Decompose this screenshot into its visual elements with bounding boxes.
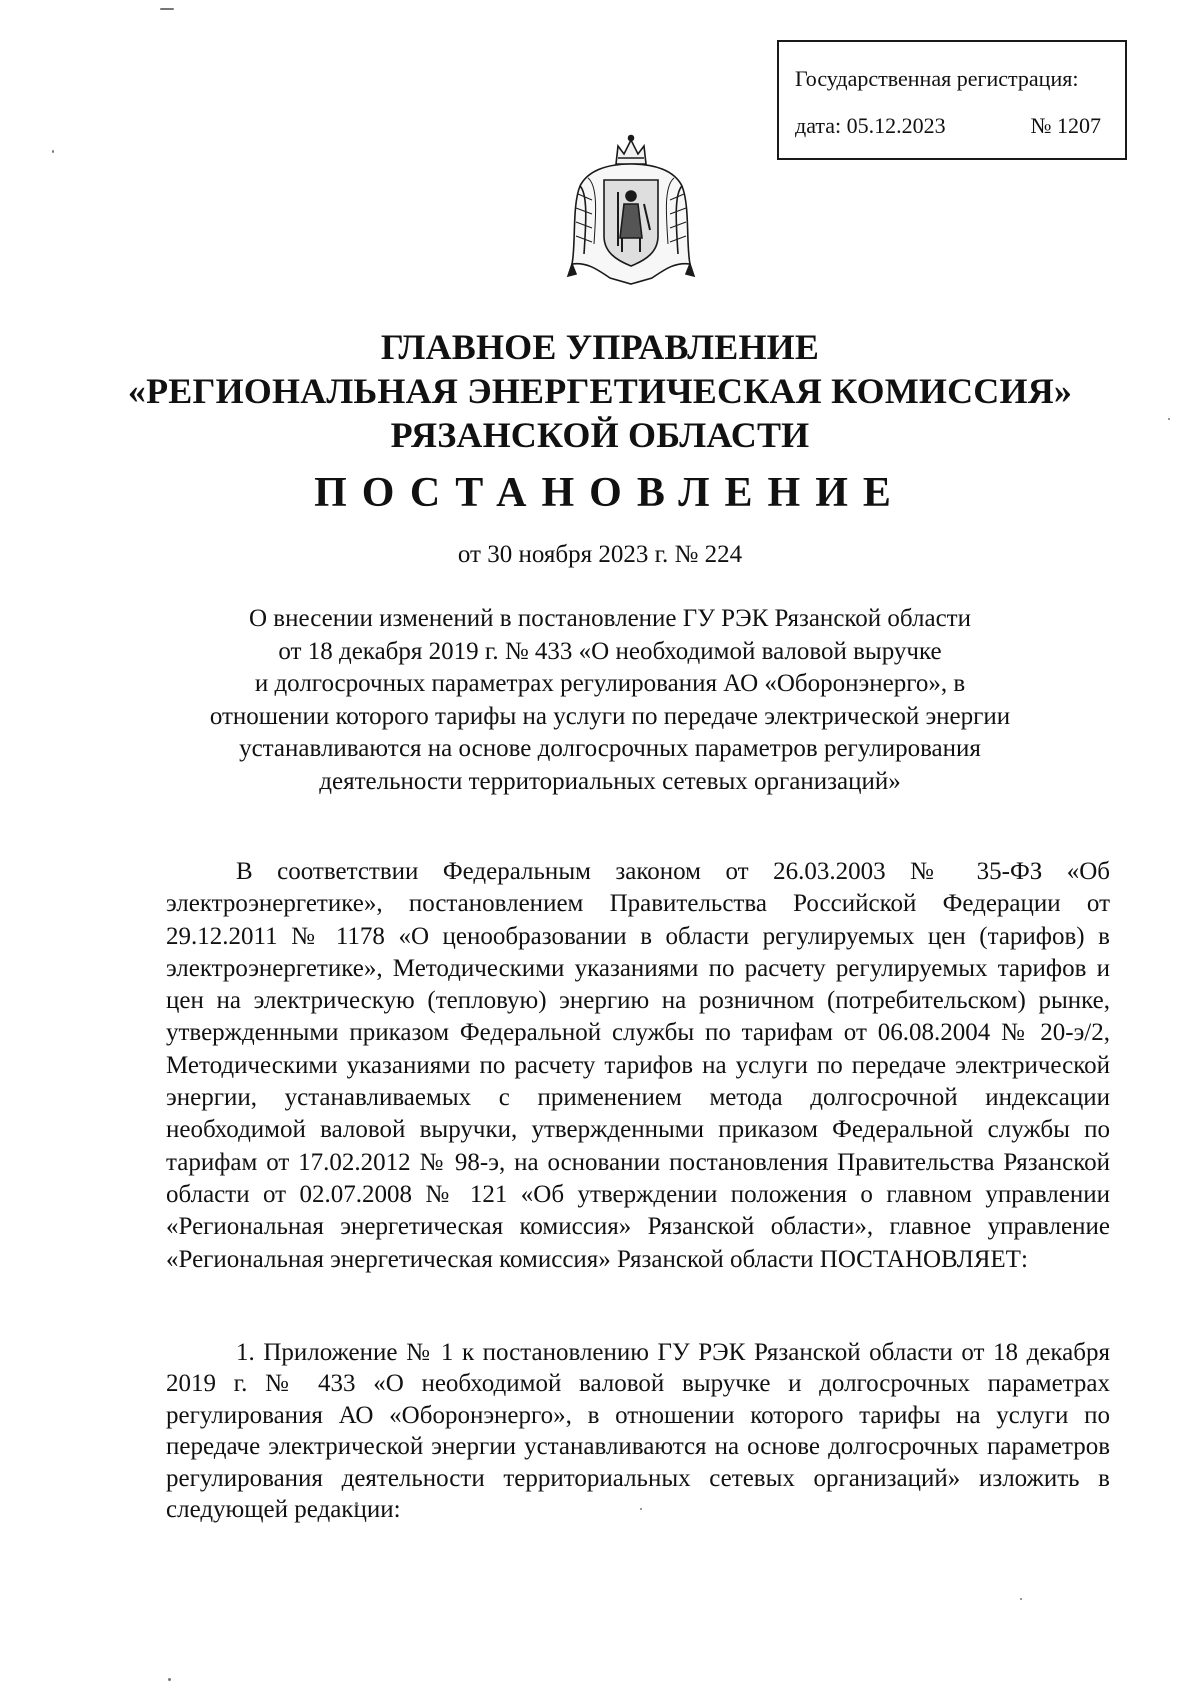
item-1-paragraph: 1. Приложение № 1 к постановлению ГУ РЭК Рязанской области от 18 декабря 2019 г. № 433 «О необходимой валовой выручке и долгосрочных параметрах регулирования АО «Оборонэнерго», в отношении которого тарифы на услуги по передаче электрической энергии устанавливаются на основе долгосрочных параметров регулирования деятельности территориальных сетевых организаций» изложить в следующей редакции:: [166, 1339, 1110, 1524]
ryazan-coat-of-arms-icon: [558, 134, 704, 290]
registration-stamp: [777, 40, 1127, 160]
subject-line: устанавливаются на основе долгосрочных параметров регулирования: [239, 735, 981, 762]
document-subject: [150, 603, 1070, 798]
document-date-number: от 30 ноября 2023 г. № 224: [457, 541, 743, 568]
agency-name-line: «РЕГИОНАЛЬНАЯ ЭНЕРГЕТИЧЕСКАЯ КОМИССИЯ»: [127, 371, 1073, 411]
scan-speck: [168, 1678, 171, 1681]
scan-speck: [52, 150, 54, 153]
scan-speck: [160, 8, 174, 10]
agency-name-line: РЯЗАНСКОЙ ОБЛАСТИ: [390, 415, 810, 455]
registration-number: № 1207: [1030, 113, 1101, 138]
subject-line: и долгосрочных параметрах регулирования АО «Оборонэнерго», в: [254, 670, 966, 697]
document-type-heading: ПОСТАНОВЛЕНИЕ: [314, 470, 906, 516]
subject-line: отношении которого тарифы на услуги по передаче электрической энергии: [209, 702, 1011, 730]
subject-line: О внесении изменений в постановление ГУ РЭК Рязанской области: [249, 605, 971, 632]
agency-name: [0, 325, 1200, 457]
registration-date: дата: 05.12.2023: [795, 113, 946, 138]
agency-name-line: ГЛАВНОЕ УПРАВЛЕНИЕ: [380, 327, 820, 367]
registration-title: Государственная регистрация:: [795, 66, 1079, 91]
scan-speck: [1020, 1598, 1022, 1600]
preamble-paragraph: В соответствии Федеральным законом от 26.03.2003 № 35-ФЗ «Об электроэнергетике», постановлением Правительства Российской Федерации от 29.12.2011 № 1178 «О ценообразовании в области регулируемых цен (тарифов) в электроэнергетике», Методическими указаниями по расчету регулируемых тарифов и цен на электрическую (тепловую) энергию на розничном (потребительском) рынке, утвержденными приказом Федеральной службы по тарифам от 06.08.2004 № 20-э/2, Методическими указаниями по расчету тарифов на услуги по передаче электрической энергии, устанавливаемых с применением метода долгосрочной индексации необходимой валовой выручки, утвержденными приказом Федеральной службы по тарифам от 17.02.2012 № 98-э, на основании постановления Правительства Рязанской области от 02.07.2008 № 121 «Об утверждении положения о главном управлении «Региональная энергетическая комиссия» Рязанской области», главное управление «Региональная энергетическая комиссия» Рязанской области ПОСТАНОВЛЯЕТ:: [166, 858, 1110, 1273]
subject-line: деятельности территориальных сетевых организаций»: [319, 767, 901, 795]
subject-line: от 18 декабря 2019 г. № 433 «О необходимой валовой выручке: [278, 637, 942, 665]
